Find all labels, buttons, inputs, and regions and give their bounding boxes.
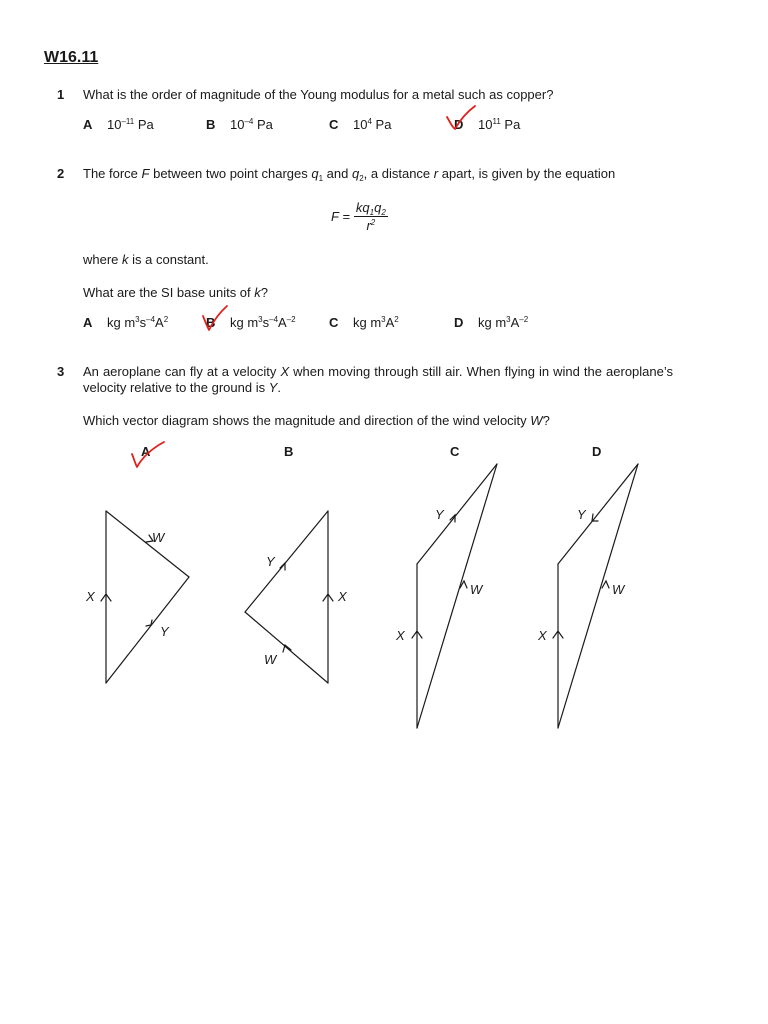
question-2-number: 2 — [57, 166, 65, 181]
vector-w-line — [558, 464, 638, 728]
diagram-a[interactable] — [101, 511, 189, 683]
question-2-prompt: What are the SI base units of k? — [83, 285, 268, 300]
diagram-c-label[interactable]: C — [450, 444, 460, 459]
q2-option-b[interactable]: B kg $m^3s^{-4}A^{-2}$ — [206, 315, 296, 330]
diagram-b[interactable] — [245, 511, 333, 683]
option-letter: A — [83, 315, 93, 330]
option-unit: Pa — [253, 117, 273, 132]
arrowhead-w — [602, 581, 609, 588]
option-base: 10 — [353, 117, 368, 132]
equation-denominator: $r^2$ — [366, 218, 376, 233]
q2-option-c[interactable]: C kg $m^3A^2$ — [329, 315, 399, 330]
option-letter: D — [454, 315, 464, 330]
option-letter: D — [454, 117, 464, 132]
diagram-d[interactable] — [553, 464, 638, 728]
option-unit: Pa — [134, 117, 154, 132]
option-unit: Pa — [500, 117, 521, 132]
option-exponent: –11 — [121, 117, 135, 126]
option-letter: C — [329, 117, 339, 132]
arrowhead-y — [146, 620, 152, 626]
equation-numerator: $kq_1q_2$ — [355, 200, 386, 217]
diagram-b-label-w: W — [264, 652, 277, 667]
vector-w-line — [106, 511, 189, 577]
option-unit: Pa — [371, 117, 392, 132]
vector-y-line — [106, 577, 189, 683]
diagram-d-label-x: X — [538, 628, 547, 643]
q2-option-d[interactable]: D kg $m^3A^{-2}$ — [454, 315, 529, 330]
question-2-where: where k is a constant. — [83, 252, 209, 267]
option-base: 10 — [478, 117, 493, 132]
vector-y-line — [245, 511, 328, 612]
diagram-c-label-y: Y — [435, 507, 444, 522]
question-1-text: What is the order of magnitude of the Young modulus for a metal such as copper? — [83, 87, 554, 102]
diagram-a-label-y: Y — [160, 624, 169, 639]
option-letter: B — [206, 117, 216, 132]
option-exponent: 11 — [492, 117, 501, 126]
diagram-c[interactable] — [412, 464, 497, 728]
diagram-b-label-y: Y — [266, 554, 275, 569]
question-2-text: The force F between two point charges $q_1$ and $q_2$, a distance r apart, is given by the equation — [83, 166, 616, 183]
option-base: 10 — [230, 117, 245, 132]
diagram-a-label-x: X — [86, 589, 95, 604]
vector-w-line — [245, 612, 328, 683]
option-letter: A — [83, 117, 93, 132]
diagram-a-label[interactable]: A — [141, 444, 151, 459]
q2-option-a[interactable]: A kg $m^3s^{-4}A^2$ — [83, 315, 169, 330]
question-3-number: 3 — [57, 364, 65, 379]
diagram-c-label-w: W — [470, 582, 483, 597]
page-title: W16.11 — [44, 49, 99, 66]
question-3-text: An aeroplane can fly at a velocity X when moving through still air. When flying in wind the aeroplane’s velocity relative to the ground is Y. — [83, 364, 674, 395]
diagram-d-label-w: W — [612, 582, 625, 597]
question-3-prompt: Which vector diagram shows the magnitude and direction of the wind velocity W? — [83, 413, 550, 428]
option-letter: C — [329, 315, 339, 330]
option-exponent: 4 — [367, 117, 372, 126]
option-letter: B — [206, 315, 216, 330]
vector-y-line — [417, 464, 497, 564]
diagram-d-label[interactable]: D — [592, 444, 602, 459]
equation-lhs: F = — [331, 209, 350, 224]
question-1-number: 1 — [57, 87, 65, 102]
option-exponent: –4 — [244, 117, 254, 126]
diagram-b-label[interactable]: B — [284, 444, 294, 459]
diagram-c-label-x: X — [396, 628, 405, 643]
diagram-b-label-x: X — [338, 589, 347, 604]
vector-y-line — [558, 464, 638, 564]
option-base: 10 — [107, 117, 122, 132]
vector-w-line — [417, 464, 497, 728]
diagram-d-label-y: Y — [577, 507, 586, 522]
diagram-a-label-w: W — [152, 530, 165, 545]
